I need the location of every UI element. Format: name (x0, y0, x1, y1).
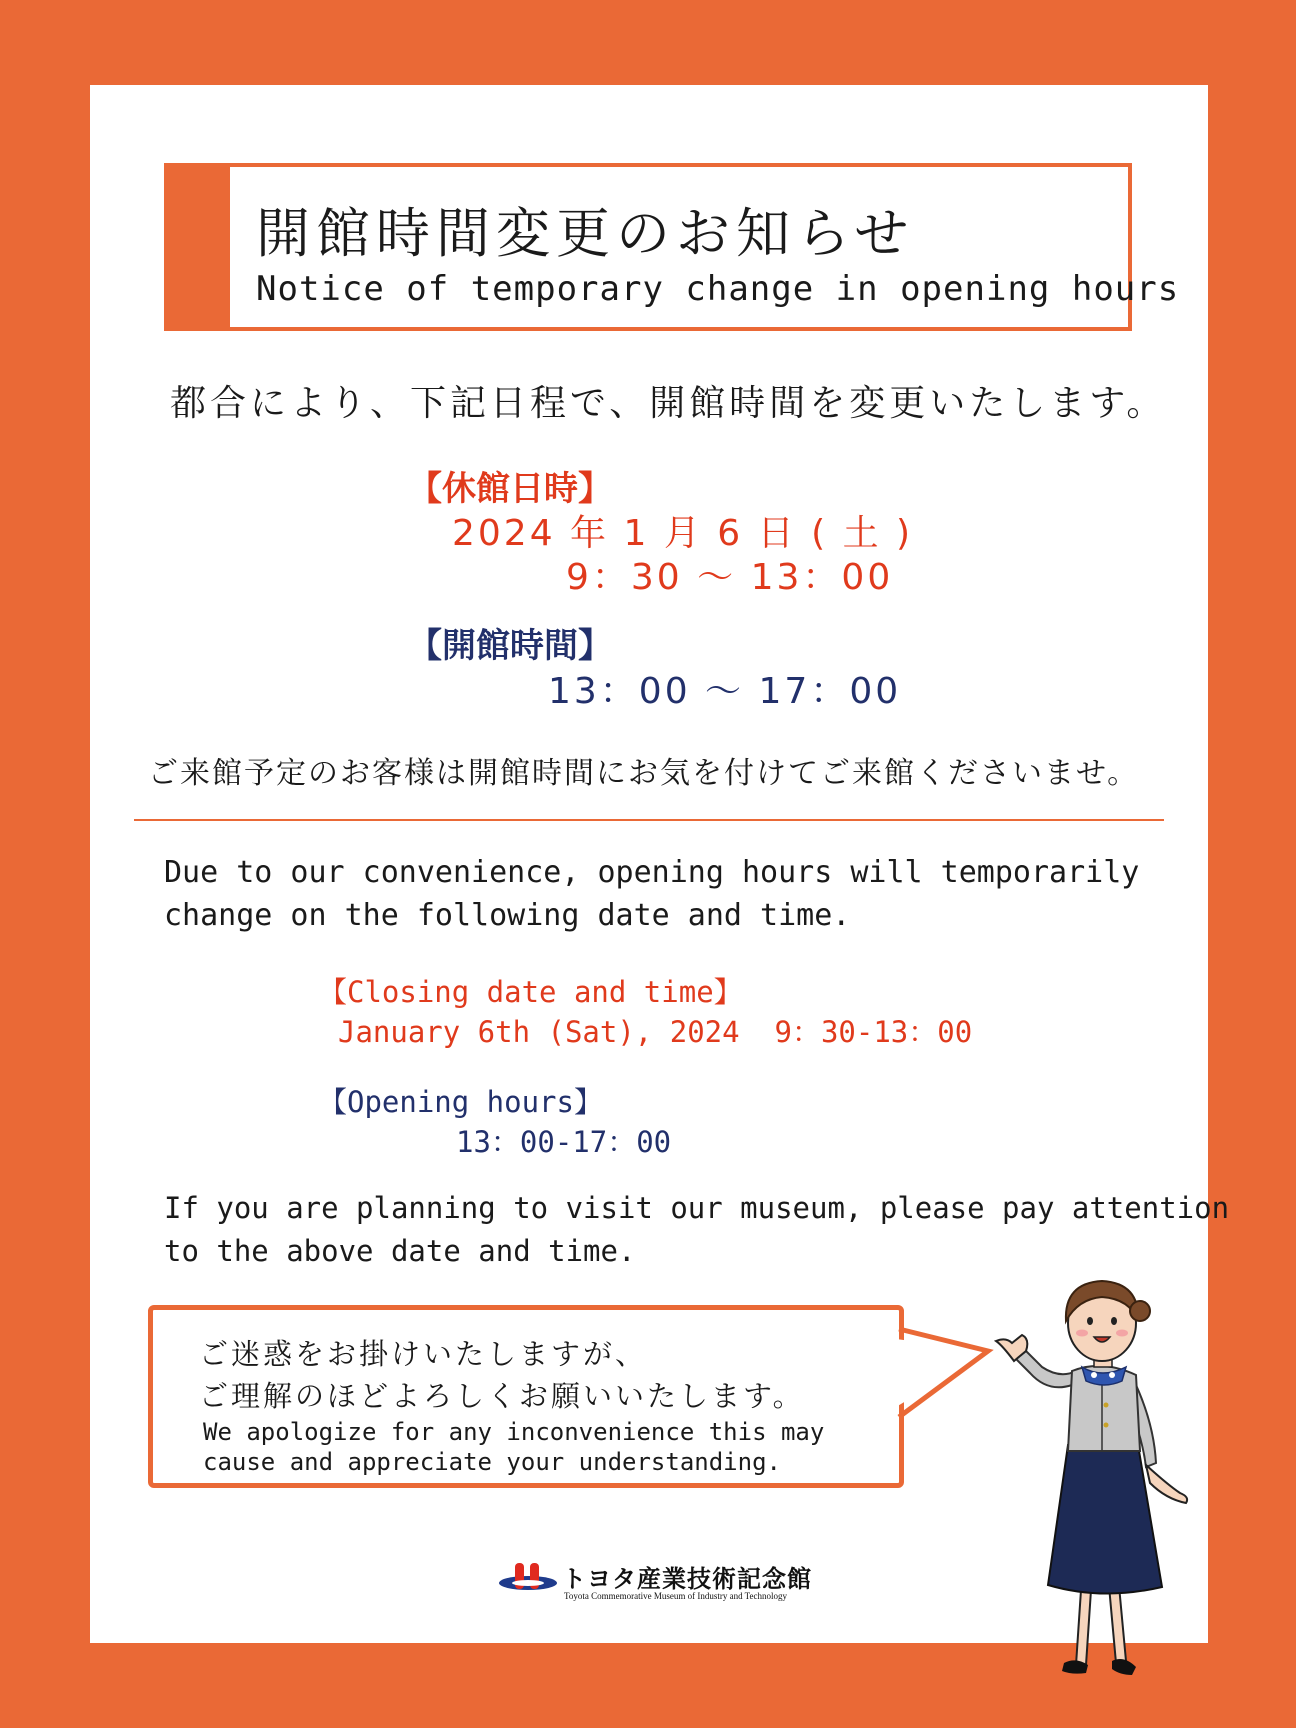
en-opening-heading: 【Opening hours】 (318, 1085, 603, 1119)
speech-bubble (148, 1305, 904, 1488)
title-english: Notice of temporary change in opening hours (256, 269, 1180, 309)
museum-logo (498, 1557, 812, 1601)
en-closing-detail: January 6th (Sat), 2024 9：30-13：00 (338, 1015, 973, 1049)
jp-closing-time: 9：30 ～ 13：00 (566, 557, 894, 598)
en-lead-paragraph (164, 851, 1139, 937)
speech-en-line-1: We apologize for any inconvenience this may (203, 1418, 825, 1446)
title-japanese: 開館時間変更のお知らせ (256, 202, 915, 265)
jp-lead-text: 都合により、下記日程で、開館時間を変更いたします。 (170, 383, 1167, 424)
en-opening-time: 13：00-17：00 (456, 1125, 672, 1159)
title-accent-bar (168, 167, 230, 327)
en-closing-heading: 【Closing date and time】 (318, 975, 743, 1009)
section-divider (134, 819, 1164, 821)
jp-opening-time: 13：00 ～ 17：00 (548, 671, 902, 712)
jp-closing-heading: 【休館日時】 (408, 469, 612, 509)
speech-jp-line-1: ご迷惑をお掛けいたしますが、 (199, 1337, 648, 1371)
title-box (164, 163, 1180, 331)
museum-subtitle: Toyota Commemorative Museum of Industry and Technology (564, 1591, 788, 1601)
museum-emblem-icon (498, 1557, 558, 1597)
museum-name: トヨタ産業技術記念館 (562, 1565, 812, 1593)
jp-note-text: ご来館予定のお客様は開館時間にお気を付けてご来館くださいませ。 (148, 756, 1140, 791)
en-lead-line-2: change on the following date and time. (164, 898, 851, 933)
jp-closing-date: 2024 年 1 月 6 日 ( 土 ) (452, 513, 914, 554)
jp-opening-heading: 【開館時間】 (408, 626, 612, 666)
en-note-line-2: to the above date and time. (164, 1234, 636, 1268)
speech-jp-line-2: ご理解のほどよろしくお願いいたします。 (199, 1379, 805, 1413)
en-note-line-1: If you are planning to visit our museum, please pay attention (164, 1191, 1230, 1225)
guide-woman-illustration (990, 1275, 1220, 1705)
speech-bubble-tail (896, 1299, 996, 1459)
en-lead-line-1: Due to our convenience, opening hours will temporarily (164, 855, 1140, 890)
en-note-paragraph (164, 1187, 1229, 1273)
speech-en-line-2: cause and appreciate your understanding. (203, 1448, 781, 1476)
